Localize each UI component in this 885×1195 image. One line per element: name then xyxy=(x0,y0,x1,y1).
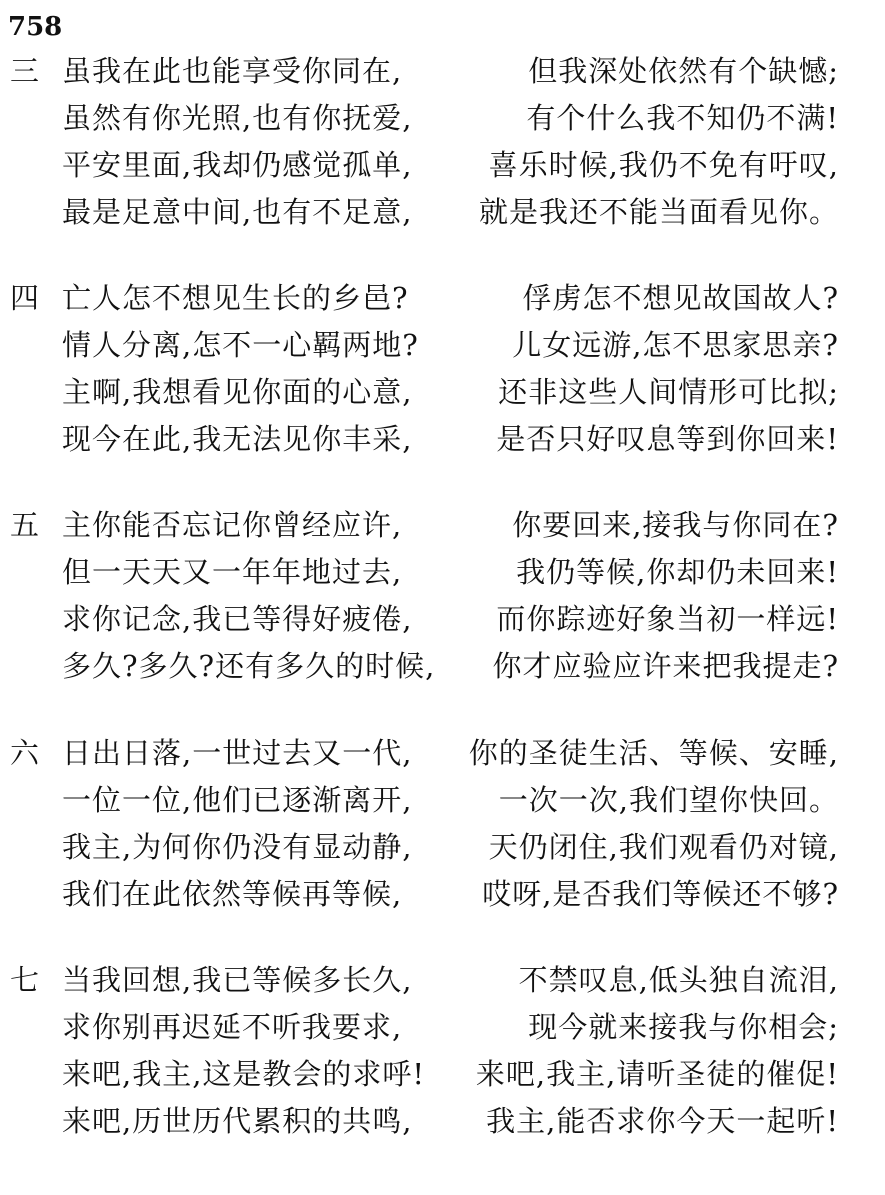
lyric-left-half: 多久?多久?还有多久的时候, xyxy=(62,649,436,683)
lyric-line xyxy=(0,596,885,643)
lyric-right-half: 一次一次,我们望你快回。 xyxy=(498,783,839,817)
lyric-line xyxy=(0,48,885,95)
lyric-line xyxy=(0,369,885,416)
stanza-number: 七 xyxy=(10,963,40,997)
stanza-number: 三 xyxy=(10,54,40,88)
lyric-right-half: 儿女远游,怎不思家思亲? xyxy=(512,328,839,362)
lyric-left-half: 来吧,我主,这是教会的求呼! xyxy=(62,1057,426,1091)
lyric-right-half: 哎呀,是否我们等候还不够? xyxy=(482,877,839,911)
lyric-line xyxy=(0,275,885,322)
lyric-right-half: 你要回来,接我与你同在? xyxy=(512,508,839,542)
lyric-line xyxy=(0,1051,885,1098)
lyric-line xyxy=(0,549,885,596)
lyric-left-half: 平安里面,我却仍感觉孤单, xyxy=(62,148,413,182)
lyric-left-half: 现今在此,我无法见你丰采, xyxy=(62,422,413,456)
lyric-right-half: 但我深处依然有个缺憾; xyxy=(528,54,839,88)
lyric-right-half: 你的圣徒生活、等候、安睡, xyxy=(468,736,839,770)
lyric-left-half: 求你别再迟延不听我要求, xyxy=(62,1010,403,1044)
lyric-left-half: 来吧,历世历代累积的共鸣, xyxy=(62,1104,413,1138)
lyric-right-half: 而你踪迹好象当初一样远! xyxy=(496,602,839,636)
lyric-right-half: 就是我还不能当面看见你。 xyxy=(478,195,839,229)
lyric-left-half: 虽然有你光照,也有你抚爱, xyxy=(62,101,413,135)
lyric-line xyxy=(0,824,885,871)
lyric-line xyxy=(0,322,885,369)
lyric-line xyxy=(0,95,885,142)
lyric-line xyxy=(0,957,885,1004)
lyric-right-half: 天仍闭住,我们观看仍对镜, xyxy=(488,830,839,864)
lyric-left-half: 情人分离,怎不一心羁两地? xyxy=(62,328,419,362)
lyric-right-half: 是否只好叹息等到你回来! xyxy=(496,422,839,456)
lyric-line xyxy=(0,1004,885,1051)
stanza-number: 四 xyxy=(10,281,40,315)
lyric-left-half: 当我回想,我已等候多长久, xyxy=(62,963,413,997)
lyric-line xyxy=(0,189,885,236)
stanza-number: 五 xyxy=(10,508,40,542)
lyric-left-half: 一位一位,他们已逐渐离开, xyxy=(62,783,413,817)
lyric-left-half: 最是足意中间,也有不足意, xyxy=(62,195,413,229)
lyric-line xyxy=(0,871,885,918)
lyric-right-half: 现今就来接我与你相会; xyxy=(528,1010,839,1044)
lyric-left-half: 但一天天又一年年地过去, xyxy=(62,555,403,589)
lyric-left-half: 我们在此依然等候再等候, xyxy=(62,877,403,911)
lyric-line xyxy=(0,643,885,690)
lyric-line xyxy=(0,416,885,463)
lyric-line xyxy=(0,502,885,549)
lyric-left-half: 主啊,我想看见你面的心意, xyxy=(62,375,413,409)
stanza-number: 六 xyxy=(10,736,40,770)
lyric-left-half: 日出日落,一世过去又一代, xyxy=(62,736,413,770)
lyric-right-half: 喜乐时候,我仍不免有吁叹, xyxy=(488,148,839,182)
lyric-right-half: 俘虏怎不想见故国故人? xyxy=(522,281,839,315)
page-number: 758 xyxy=(8,12,63,42)
lyric-right-half: 来吧,我主,请听圣徒的催促! xyxy=(475,1057,839,1091)
lyric-left-half: 虽我在此也能享受你同在, xyxy=(62,54,403,88)
lyric-line xyxy=(0,1098,885,1145)
lyric-right-half: 你才应验应许来把我提走? xyxy=(492,649,839,683)
lyric-left-half: 求你记念,我已等得好疲倦, xyxy=(62,602,413,636)
lyric-right-half: 我主,能否求你今天一起听! xyxy=(486,1104,839,1138)
lyric-right-half: 有个什么我不知仍不满! xyxy=(526,101,839,135)
lyric-right-half: 还非这些人间情形可比拟; xyxy=(498,375,839,409)
lyric-right-half: 我仍等候,你却仍未回来! xyxy=(516,555,839,589)
lyric-left-half: 亡人怎不想见生长的乡邑? xyxy=(62,281,409,315)
lyric-line xyxy=(0,730,885,777)
lyric-left-half: 主你能否忘记你曾经应许, xyxy=(62,508,403,542)
lyric-left-half: 我主,为何你仍没有显动静, xyxy=(62,830,413,864)
lyric-right-half: 不禁叹息,低头独自流泪, xyxy=(518,963,839,997)
lyric-line xyxy=(0,777,885,824)
lyric-line xyxy=(0,142,885,189)
